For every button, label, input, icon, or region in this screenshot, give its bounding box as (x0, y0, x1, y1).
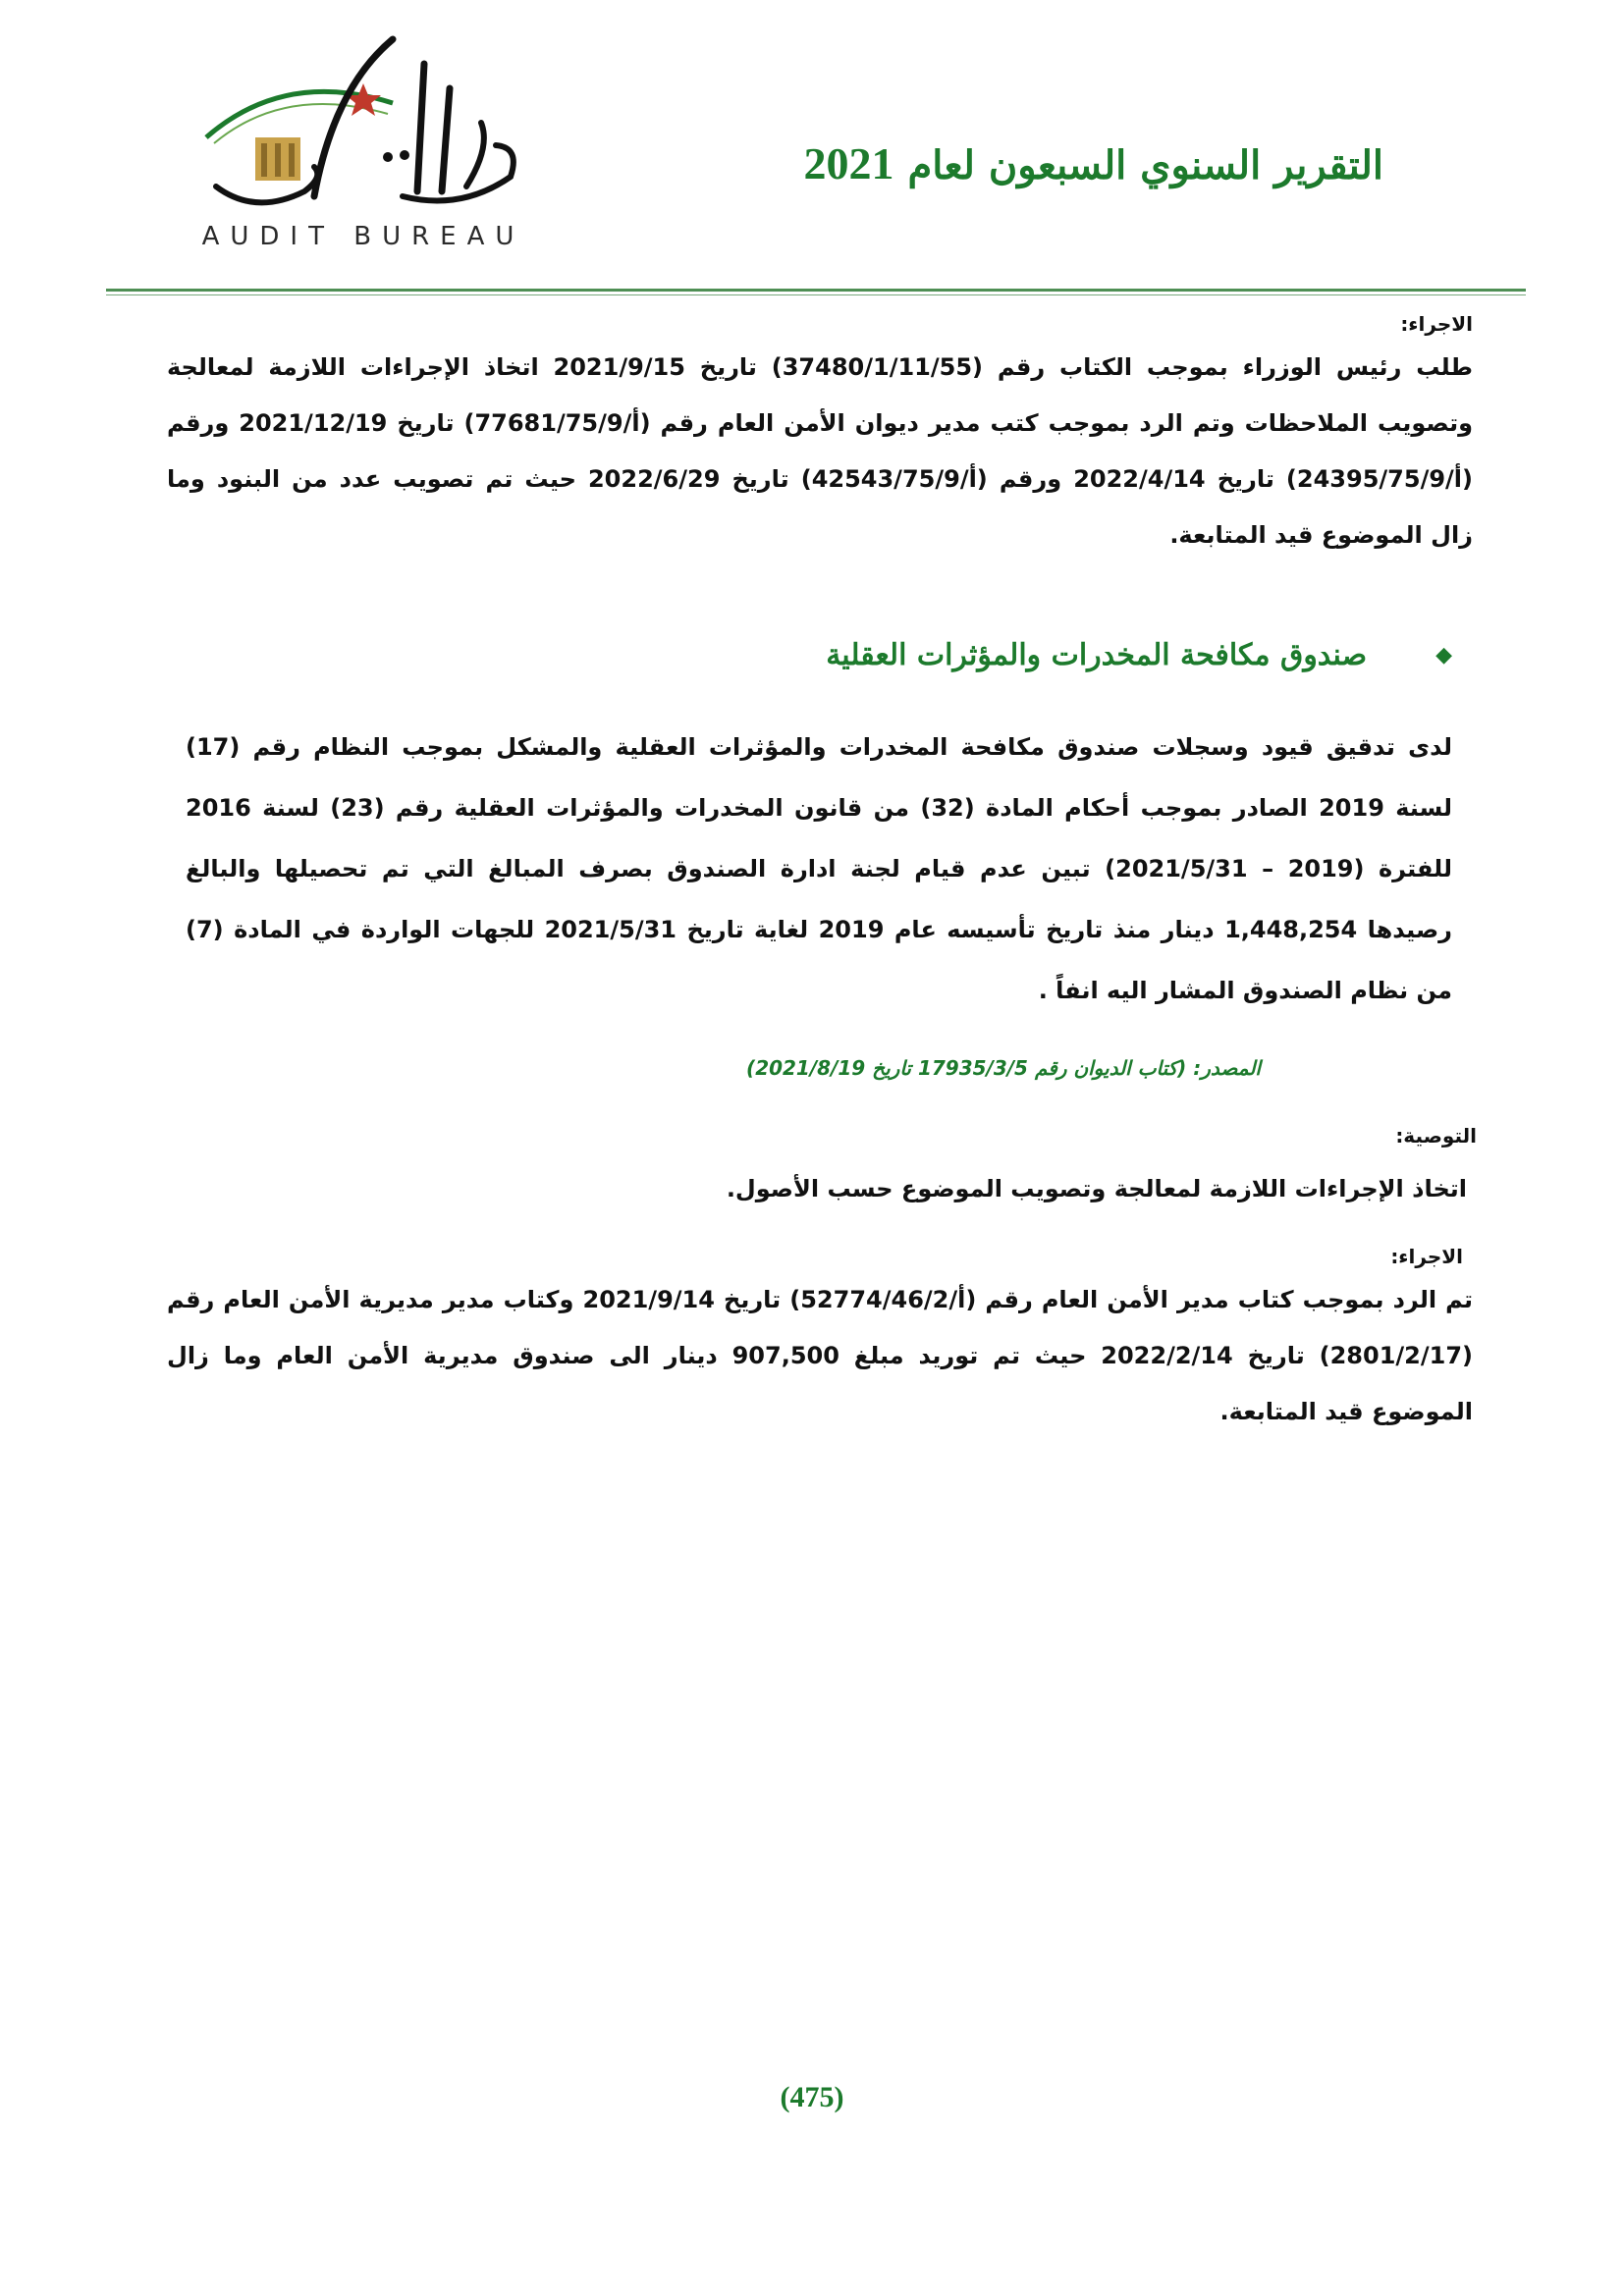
header-divider (106, 289, 1526, 292)
header-divider-thin (106, 294, 1526, 295)
action-text-2: تم الرد بموجب كتاب مدير الأمن العام رقم (أ/52774/46/2) تاريخ 2021/9/14 وكتاب مدير مديرية الأمن العام رقم (2801/2/17) تاريخ 2022/2/14 حيث تم توريد مبلغ 907,500 دينار الى صندوق مديرية الأمن العام وما زال الموضوع قيد المتابعة. (167, 1286, 1474, 1425)
section-2-body (186, 717, 1452, 1021)
source-reference: المصدر: (كتاب الديوان رقم 17935/3/5 تاريخ 2021/8/19) (746, 1056, 1261, 1080)
report-title (804, 137, 1383, 189)
report-title-text: التقرير السنوي السبعون لعام (907, 142, 1383, 188)
recommendation-label: التوصية: (1395, 1124, 1477, 1148)
section-title: صندوق مكافحة المخدرات والمؤثرات العقلية (826, 638, 1368, 672)
audit-bureau-logo (167, 29, 560, 260)
recommendation-text: اتخاذ الإجراءات اللازمة لمعالجة وتصويب الموضوع حسب الأصول. (726, 1175, 1467, 1202)
report-year: 2021 (803, 138, 894, 188)
page-number: (475) (780, 2081, 844, 2113)
section-heading (826, 638, 1452, 672)
diamond-icon: ◆ (1435, 643, 1452, 667)
finding-text: لدى تدقيق قيود وسجلات صندوق مكافحة المخدرات والمؤثرات العقلية والمشكل بموجب النظام رقم (17) لسنة 2019 الصادر بموجب أحكام المادة (32) من قانون المخدرات والمؤثرات العقلية رقم (23) لسنة 2016 للفترة (2019 – 2021/5/31) تبين عدم قيام لجنة ادارة الصندوق بصرف المبالغ التي تم تحصيلها والبالغ رصيدها 1,448,254 دينار منذ تاريخ تأسيسه عام 2019 لغاية تاريخ 2021/5/31 للجهات الواردة في المادة (7) من نظام الصندوق المشار اليه انفاً . (186, 733, 1453, 1004)
page-header (0, 0, 1624, 294)
section-2-action (167, 1245, 1473, 1440)
logo-calligraphy-icon (167, 29, 560, 226)
action-text: طلب رئيس الوزراء بموجب الكتاب رقم (37480/1/11/55) تاريخ 2021/9/15 اتخاذ الإجراءات اللازمة لمعالجة وتصويب الملاحظات وتم الرد بموجب كتب مدير ديوان الأمن العام رقم (أ/77681/75/9) تاريخ 2021/12/19 ورقم (أ/24395/75/9) تاريخ 2022/4/14 ورقم (أ/42543/75/9) تاريخ 2022/6/29 حيث تم تصويب عدد من البنود وما زال الموضوع قيد المتابعة. (167, 353, 1474, 549)
action-label-2: الاجراء: (1390, 1245, 1463, 1268)
section-1-action (167, 312, 1473, 563)
action-label: الاجراء: (1400, 312, 1473, 336)
recommendation-block (171, 1124, 1477, 1217)
logo-subtitle: AUDIT BUREAU (201, 222, 525, 251)
